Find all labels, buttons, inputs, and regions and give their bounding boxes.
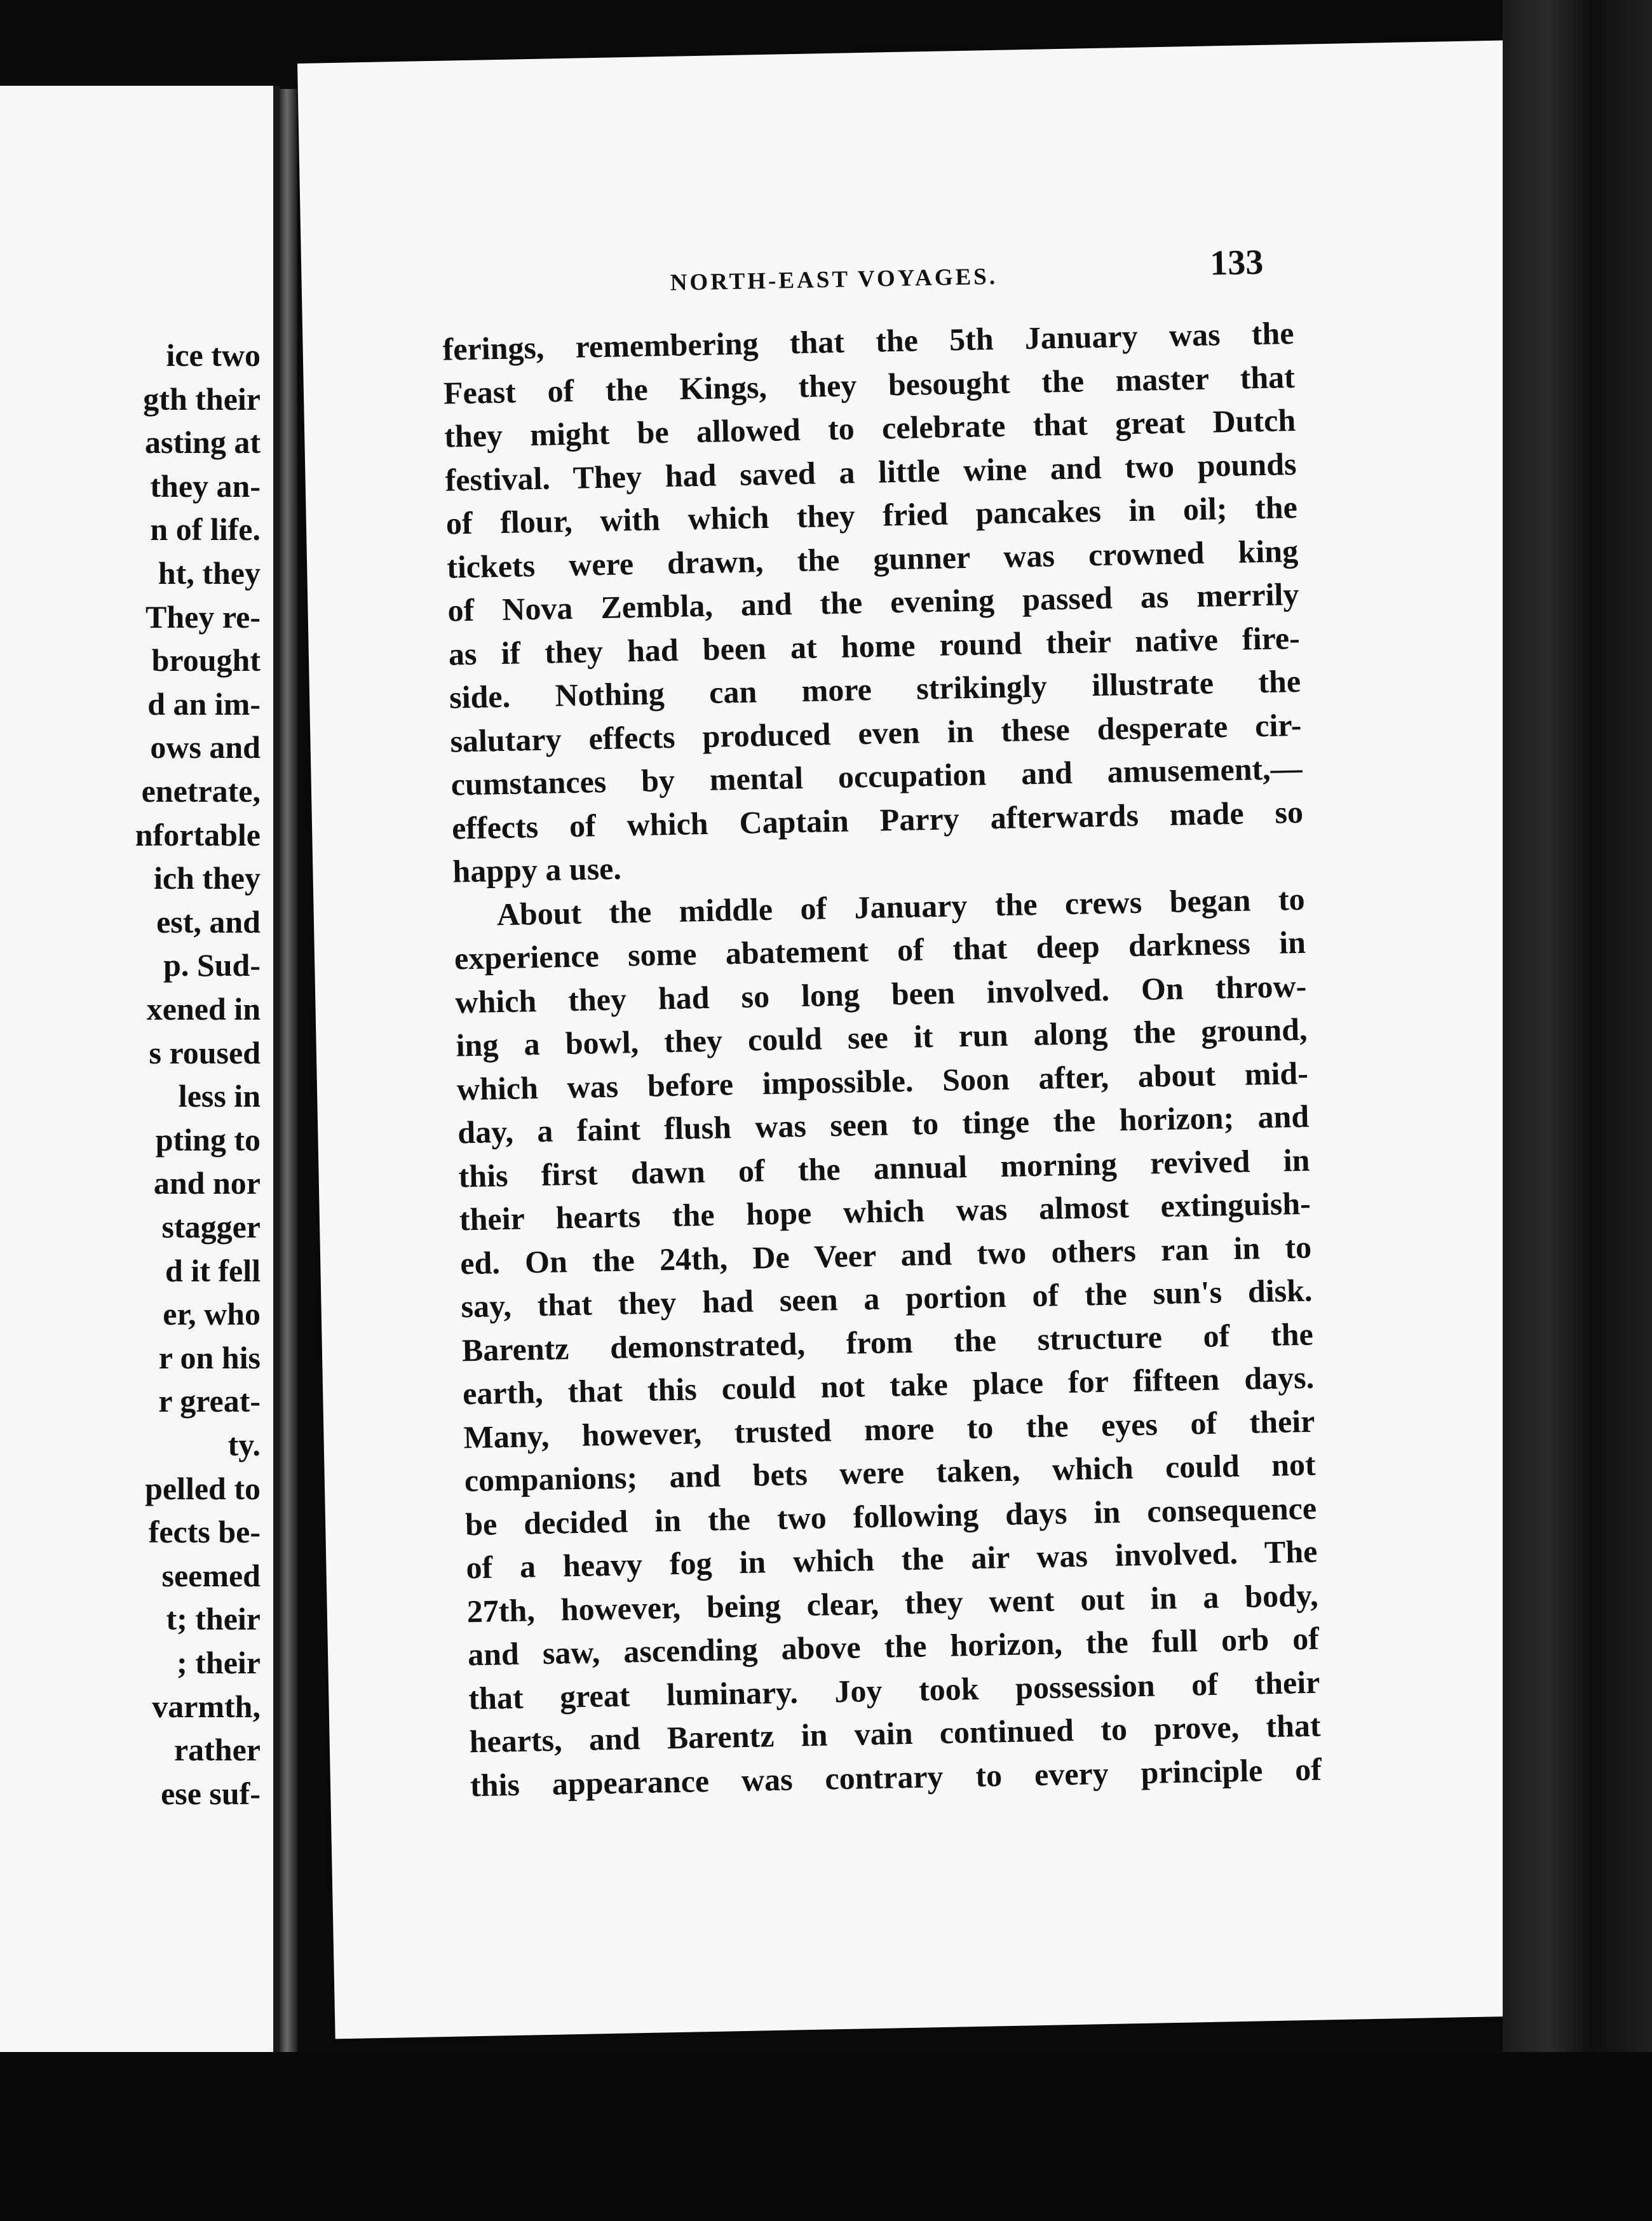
body-line: and saw, ascending above the horizon, the full orb of xyxy=(467,1620,1320,1673)
binding-edge xyxy=(1503,0,1652,2221)
body-line: of Nova Zembla, and the evening passed as merrily xyxy=(447,576,1299,628)
body-line: this first dawn of the annual morning revived in xyxy=(458,1142,1310,1194)
left-page-line: gth their xyxy=(143,381,261,417)
left-page-line: brought xyxy=(151,642,261,678)
body-line: which they had so long been involved. On throw- xyxy=(454,968,1307,1020)
body-line: experience some abatement of that deep darkness in xyxy=(454,924,1306,976)
body-line: effects of which Captain Parry afterwards made so xyxy=(451,793,1304,846)
body-line: this appearance was contrary to every principle of xyxy=(470,1751,1322,1803)
scan-bottom-edge xyxy=(0,2052,1652,2221)
left-page-line: er, who xyxy=(163,1296,261,1332)
body-line: About the middle of January the crews began to xyxy=(496,881,1306,932)
left-page-line: r on his xyxy=(158,1339,261,1375)
page-gutter xyxy=(280,89,297,2052)
left-page-line: xened in xyxy=(146,991,261,1027)
body-line: they might be allowed to celebrate that great Dutch xyxy=(443,402,1296,454)
body-line: ing a bowl, they could see it run along the ground, xyxy=(456,1011,1308,1063)
left-page-line: asting at xyxy=(145,424,261,461)
left-page-line: enetrate, xyxy=(141,773,261,809)
body-line: hearts, and Barentz in vain continued to prove, that xyxy=(469,1707,1322,1760)
left-page-line: ty. xyxy=(227,1427,261,1462)
body-line: that great luminary. Joy took possession of their xyxy=(468,1664,1320,1716)
left-page-line: less in xyxy=(178,1078,261,1114)
left-page-line: ows and xyxy=(150,729,261,766)
body-line: Feast of the Kings, they besought the master that xyxy=(443,358,1296,411)
left-page-line: pelled to xyxy=(145,1470,261,1506)
left-page-line: fects be- xyxy=(148,1514,261,1550)
body-line: tickets were drawn, the gunner was crowned king xyxy=(446,532,1299,585)
left-page-line: varmth, xyxy=(152,1688,261,1724)
body-line: Barentz demonstrated, from the structure of the xyxy=(461,1316,1314,1368)
body-text xyxy=(442,311,1322,1807)
left-page-line: t; their xyxy=(166,1601,261,1637)
left-page-line: r great- xyxy=(158,1383,261,1419)
body-line: their hearts the hope which was almost extinguish- xyxy=(459,1185,1311,1238)
body-line: earth, that this could not take place for fifteen days. xyxy=(462,1359,1315,1412)
left-page-line: seemed xyxy=(161,1557,261,1593)
body-line: side. Nothing can more strikingly illustrate the xyxy=(449,663,1301,715)
body-line: Many, however, trusted more to the eyes of their xyxy=(463,1403,1315,1455)
left-page-line: nfortable xyxy=(135,816,261,853)
body-line: festival. They had saved a little wine and two pounds xyxy=(445,445,1297,498)
left-page-line: ht, they xyxy=(158,555,261,591)
body-line: say, that they had seen a portion of the sun's disk. xyxy=(461,1272,1313,1325)
body-line: be decided in the two following days in consequence xyxy=(464,1490,1317,1542)
right-page xyxy=(297,41,1542,2039)
running-head: NORTH-EAST VOYAGES. xyxy=(670,263,998,296)
left-page-line: ice two xyxy=(166,337,261,373)
left-page-line: ese suf- xyxy=(161,1775,261,1811)
body-line: which was before impossible. Soon after, about mid- xyxy=(456,1055,1309,1107)
left-page-line: p. Sud- xyxy=(163,947,261,983)
left-page-line: rather xyxy=(173,1732,261,1768)
left-page-line: ich they xyxy=(153,860,261,896)
body-line: ed. On the 24th, De Veer and two others ran in to xyxy=(459,1229,1312,1281)
left-page-line: d it fell xyxy=(165,1252,261,1288)
left-page-line: est, and xyxy=(156,903,261,940)
left-page-line: s roused xyxy=(149,1034,261,1070)
body-line: of a heavy fog in which the air was involved. The xyxy=(465,1533,1318,1586)
left-page-line: n of life. xyxy=(150,511,261,548)
body-line: ferings, remembering that the 5th January was the xyxy=(442,314,1294,367)
body-line: cumstances by mental occupation and amusement,— xyxy=(450,750,1303,802)
body-line: as if they had been at home round their native fire- xyxy=(448,619,1301,672)
left-page-line: They re- xyxy=(146,598,261,635)
body-line: 27th, however, being clear, they went out in a body, xyxy=(466,1577,1319,1629)
left-page-line: and nor xyxy=(153,1165,261,1201)
body-line: of flour, with which they fried pancakes in oil; the xyxy=(445,489,1298,541)
left-page-fragment xyxy=(0,86,280,2052)
left-page-line: pting to xyxy=(155,1121,261,1158)
page-number: 133 xyxy=(1209,242,1264,283)
body-line: happy a use. xyxy=(452,850,622,889)
body-line: companions; and bets were taken, which could not xyxy=(464,1446,1317,1499)
body-line: salutary effects produced even in these desperate cir- xyxy=(449,706,1302,759)
left-page-line: they an- xyxy=(150,468,261,504)
left-page-line: ; their xyxy=(177,1645,261,1680)
left-page-line: d an im- xyxy=(147,685,261,722)
body-line: day, a faint flush was seen to tinge the horizon; and xyxy=(457,1098,1310,1151)
left-page-line: stagger xyxy=(161,1209,261,1245)
